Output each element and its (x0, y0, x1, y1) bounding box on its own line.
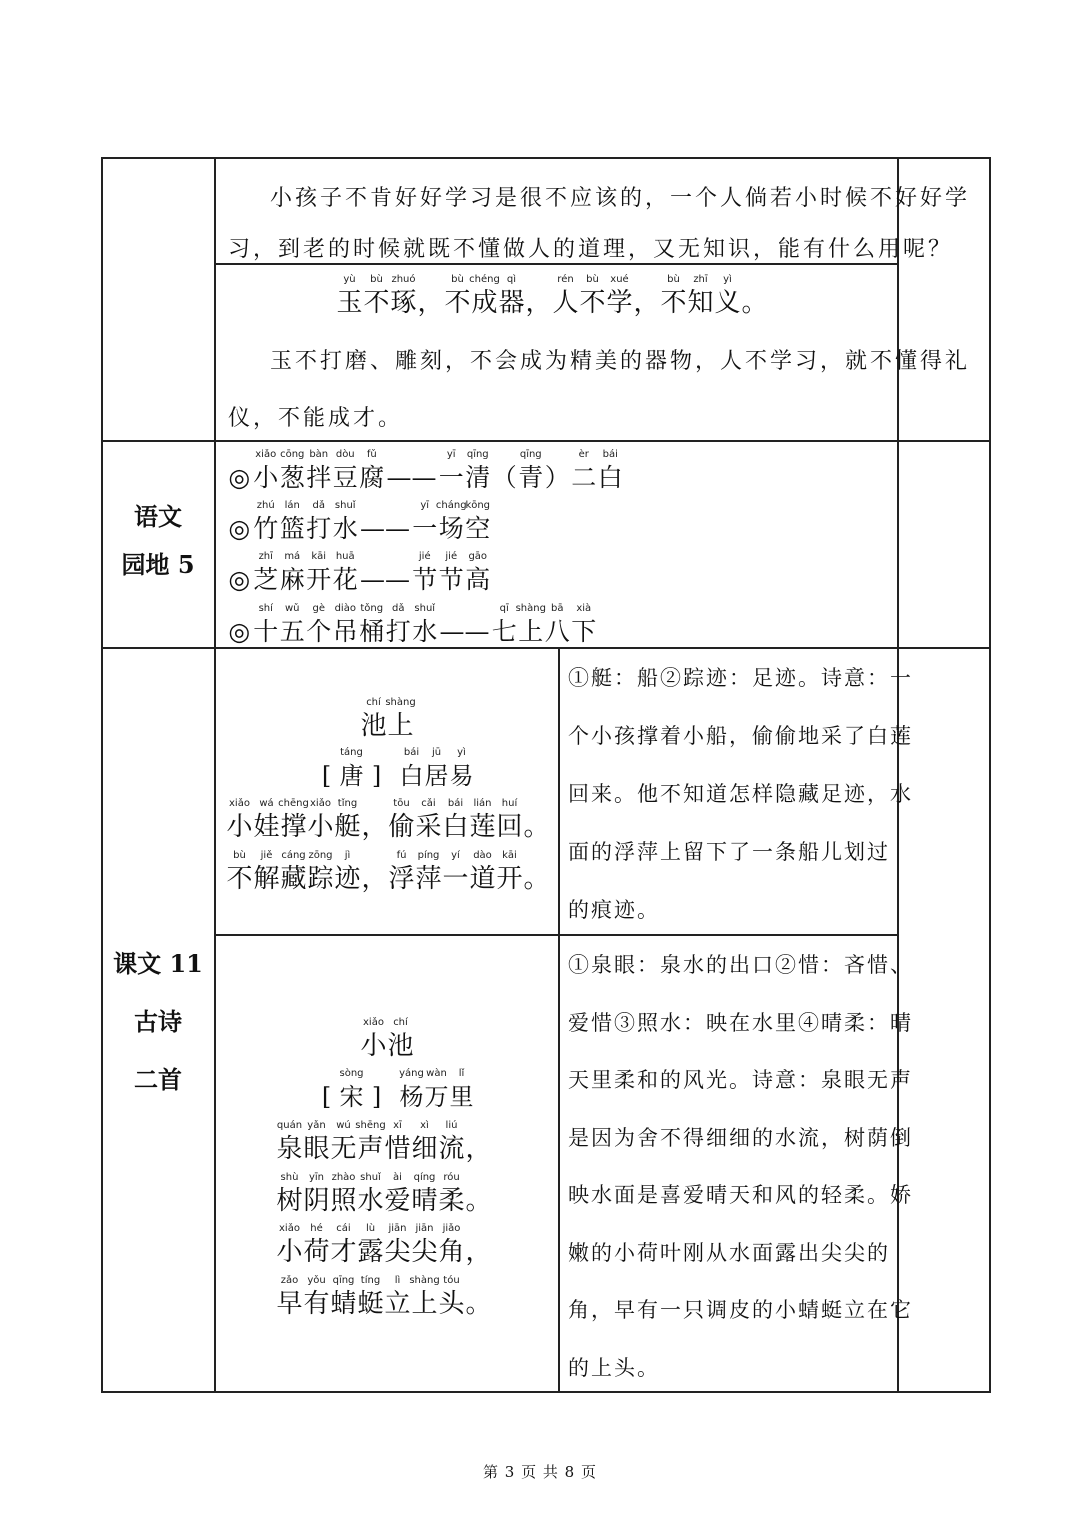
section-label-yuwen-yuandi (102, 503, 214, 579)
hanzi-char: 。 (741, 288, 768, 318)
hanzi-char: 豆 (332, 463, 358, 492)
pinyin-label: tōu (393, 798, 410, 809)
pinyin-label: cái (336, 1223, 351, 1234)
pinyin-label: shuǐ (334, 500, 356, 511)
hanzi-char: 个 (306, 617, 332, 646)
pinyin-label: gāo (468, 551, 488, 562)
pinyin-label: hé (310, 1223, 323, 1234)
pinyin-label: huí (501, 798, 518, 809)
hanzi-char: 高 (465, 565, 491, 594)
pinyin-label: shàng (385, 697, 416, 708)
hanzi-char: 葱 (279, 463, 305, 492)
hanzi-char: 。 (465, 1289, 492, 1319)
hanzi-char: 下 (571, 617, 597, 646)
hanzi-char: 一 (412, 514, 438, 543)
pinyin-label: diào (334, 603, 356, 614)
hanzi-char: 细 (411, 1134, 438, 1164)
pinyin-label: dòu (335, 449, 355, 460)
hanzi-char: 里 (449, 1083, 474, 1111)
hanzi-char: 麻 (279, 565, 305, 594)
column-divider-1 (214, 157, 216, 1393)
pinyin-label: má (284, 551, 301, 562)
hanzi-char: 露 (357, 1237, 384, 1267)
hanzi-char: 藏 (280, 864, 307, 894)
hanzi-char: 八 (544, 617, 570, 646)
pinyin-label: shēng (355, 1120, 386, 1131)
pinyin-label: shuǐ (414, 603, 436, 614)
table-border-top (101, 157, 991, 159)
section-label-line-2: 古诗 (134, 1007, 182, 1036)
hanzi-char: ◎ (228, 514, 251, 543)
hanzi-char: 萍 (415, 864, 442, 894)
pinyin-label: bù (451, 274, 464, 285)
pinyin-label: zhú (256, 500, 275, 511)
hanzi-char: 打 (306, 514, 332, 543)
hanzi-char: 腐 (359, 463, 385, 492)
hanzi-char: 不 (363, 288, 390, 318)
pinyin-label: zǎo (280, 1275, 299, 1286)
pinyin-label: jiě (260, 850, 273, 861)
section-label-line-1: 语文 (134, 502, 182, 531)
pinyin-label: chí (366, 697, 381, 708)
pinyin-label: chí (393, 1017, 408, 1028)
pinyin-label: èr (578, 449, 589, 460)
hanzi-char: ， (361, 864, 388, 894)
section-label-line-1: 课文 11 (113, 949, 203, 978)
pinyin-label: sòng (339, 1068, 364, 1079)
hanzi-char: 惜 (384, 1134, 411, 1164)
table-border-right (989, 157, 991, 1393)
poem1-notes (568, 664, 913, 954)
pinyin-label: tóu (443, 1275, 460, 1286)
pinyin-label: dào (473, 850, 492, 861)
pinyin-label: bù (586, 274, 599, 285)
hanzi-char: 小 (307, 812, 334, 842)
row-divider-3 (101, 647, 991, 649)
pinyin-label: shuǐ (360, 1172, 381, 1183)
hanzi-char: 小 (276, 1237, 303, 1267)
hanzi-char: 小 (253, 463, 279, 492)
hanzi-char: ， (465, 1237, 492, 1267)
pinyin-label: bàn (309, 449, 329, 460)
pinyin-label: kāi (311, 551, 327, 562)
hanzi-char: 艇 (334, 812, 361, 842)
hanzi-char: 玉 (336, 288, 363, 318)
hanzi-char: 青 (518, 463, 544, 492)
pinyin-label: kōng (465, 500, 491, 511)
note-line: 的上头。 (568, 1355, 660, 1380)
hanzi-char: 荷 (303, 1237, 330, 1267)
hanzi-char: 不 (579, 288, 606, 318)
pinyin-label: bù (233, 850, 246, 861)
pinyin-label: róu (443, 1172, 460, 1183)
note-line: 个小孩撑着小船，偷偷地采了白莲 (568, 724, 913, 748)
pinyin-label: wàn (426, 1068, 447, 1079)
pinyin-label: zōng (308, 850, 333, 861)
hanzi-char: 竹 (253, 514, 279, 543)
hanzi-char: 水 (412, 617, 438, 646)
hanzi-char: 花 (332, 565, 358, 594)
pinyin-label: chēng (278, 798, 309, 809)
pinyin-label: xiǎo (229, 798, 250, 809)
pinyin-label: qì (506, 274, 517, 285)
pinyin-label: bā (551, 603, 564, 614)
note-line: ①泉眼：泉水的出口②惜：吝惜、 (568, 953, 913, 977)
hanzi-char: ◎ (228, 617, 251, 646)
row1-paragraph-line-1: 小孩子不肯好好学习是很不应该的，一个人倘若小时候不好好学 (270, 186, 971, 211)
hanzi-char: 道 (469, 864, 496, 894)
note-line: 角，早有一只调皮的小蜻蜓立在它 (568, 1298, 913, 1322)
pinyin-label: xiǎo (363, 1017, 384, 1028)
hanzi-char: ] (371, 762, 382, 790)
row1-paragraph-line-2: 习，到老的时候就既不懂做人的道理，又无知识，能有什么用呢？ (228, 237, 954, 262)
pinyin-label: yǎn (307, 1120, 326, 1131)
section-label-line-3: 二首 (134, 1065, 182, 1094)
hanzi-char: 万 (424, 1083, 449, 1111)
pinyin-label: qī (499, 603, 509, 614)
hanzi-char: 娃 (253, 812, 280, 842)
hanzi-char: 不 (226, 864, 253, 894)
pinyin-label: tíng (360, 1275, 381, 1286)
hanzi-char: 水 (332, 514, 358, 543)
hanzi-char: 立 (384, 1289, 411, 1319)
hanzi-char: 不 (660, 288, 687, 318)
note-line: 的痕迹。 (568, 898, 660, 922)
hanzi-char: 芝 (253, 565, 279, 594)
pinyin-label: qīng (519, 449, 542, 460)
pinyin-label: jiǎo (442, 1223, 461, 1234)
hanzi-char: 解 (253, 864, 280, 894)
pinyin-label: cháng (435, 500, 467, 511)
hanzi-char: 五 (279, 617, 305, 646)
pinyin-label: qíng (413, 1172, 436, 1183)
hanzi-char: 才 (330, 1237, 357, 1267)
hanzi-char: 。 (523, 864, 550, 894)
pinyin-label: xiǎo (279, 1223, 300, 1234)
pinyin-label: dǎ (312, 500, 325, 511)
hanzi-char: —— (360, 565, 410, 594)
hanzi-char: 吊 (332, 617, 358, 646)
hanzi-char: 角 (438, 1237, 465, 1267)
pinyin-label: lián (473, 798, 492, 809)
note-line: 面的浮萍上留下了一条船儿划过 (568, 840, 890, 864)
pinyin-label: táng (340, 747, 363, 758)
table-border-left (101, 157, 103, 1393)
hanzi-char: 白 (597, 463, 623, 492)
hanzi-char: 小 (226, 812, 253, 842)
hanzi-char: 晴 (411, 1186, 438, 1216)
pinyin-label: xī (393, 1120, 402, 1131)
hanzi-char: 知 (687, 288, 714, 318)
hanzi-char: 场 (438, 514, 464, 543)
hanzi-char: 声 (357, 1134, 384, 1164)
pinyin-label: shàng (515, 603, 546, 614)
hanzi-char: 。 (465, 1186, 492, 1216)
hanzi-char: —— (360, 514, 410, 543)
hanzi-char: 小 (360, 1031, 387, 1061)
hanzi-char: [ (321, 762, 332, 790)
hanzi-char: 拌 (306, 463, 332, 492)
column-divider-2 (558, 647, 560, 1393)
section-label-kewen-11 (102, 950, 214, 1094)
section-label-line-2: 园地 5 (121, 550, 195, 579)
pinyin-label: jiān (415, 1223, 434, 1234)
pinyin-label: xià (576, 603, 592, 614)
hanzi-char: 十 (253, 617, 279, 646)
pinyin-label: kāi (502, 850, 517, 861)
pinyin-label: rén (557, 274, 574, 285)
pinyin-label: yī (420, 500, 430, 511)
hanzi-char: 撑 (280, 812, 307, 842)
pinyin-label: liú (445, 1120, 458, 1131)
pinyin-label: jié (418, 551, 431, 562)
hanzi-char: 莲 (469, 812, 496, 842)
hanzi-char: 篮 (279, 514, 305, 543)
hanzi-char: 采 (415, 812, 442, 842)
hanzi-char: 易 (449, 762, 474, 790)
pinyin-label: gè (312, 603, 325, 614)
hanzi-char: 柔 (438, 1186, 465, 1216)
hanzi-char: 眼 (303, 1134, 330, 1164)
hanzi-char: 成 (471, 288, 498, 318)
hanzi-char: ] (371, 1083, 382, 1111)
hanzi-char: 照 (330, 1186, 357, 1216)
pinyin-label: wǔ (284, 603, 300, 614)
pinyin-label: yī (446, 449, 456, 460)
pinyin-label: bù (370, 274, 383, 285)
hanzi-char: 池 (360, 711, 387, 741)
pinyin-label: huā (335, 551, 355, 562)
pinyin-label: shù (280, 1172, 299, 1183)
hanzi-char: 。 (523, 812, 550, 842)
hanzi-char: 上 (411, 1289, 438, 1319)
pinyin-label: shàng (409, 1275, 440, 1286)
pinyin-label: bái (602, 449, 618, 460)
note-line: 天里柔和的风光。诗意：泉眼无声 (568, 1068, 913, 1092)
pinyin-label: shí (258, 603, 273, 614)
hanzi-char: 不 (444, 288, 471, 318)
note-line: 回来。他不知道怎样隐藏足迹，水 (568, 782, 913, 806)
pinyin-label: ài (393, 1172, 402, 1183)
hanzi-char: 白 (442, 812, 469, 842)
pinyin-label: cōng (280, 449, 305, 460)
hanzi-char: 二 (571, 463, 597, 492)
hanzi-char: 蜻 (330, 1289, 357, 1319)
pinyin-label: lì (394, 1275, 401, 1286)
pinyin-label: wú (336, 1120, 351, 1131)
pinyin-label: jié (445, 551, 458, 562)
pinyin-label: quán (276, 1120, 303, 1131)
hanzi-char: 有 (303, 1289, 330, 1319)
row2-paragraph-line-1: 玉不打磨、雕刻，不会成为精美的器物，人不学习，就不懂得礼 (270, 349, 971, 374)
pinyin-label: chéng (469, 274, 500, 285)
pinyin-label: fú (396, 850, 407, 861)
hanzi-char: ◎ (228, 463, 251, 492)
note-line: 嫩的小荷叶刚从水面露出尖尖的 (568, 1240, 890, 1265)
pinyin-label: zhào (331, 1172, 356, 1183)
pinyin-label: qīng (332, 1275, 355, 1286)
hanzi-char: （ (491, 463, 517, 492)
hanzi-char: 阴 (303, 1186, 330, 1216)
hanzi-char: 浮 (388, 864, 415, 894)
hanzi-char: 白 (399, 762, 424, 790)
hanzi-char: —— (439, 617, 490, 646)
row-divider-2 (101, 440, 991, 442)
pinyin-label: cáng (281, 850, 306, 861)
pinyin-label: bái (403, 747, 420, 758)
note-line: 爱惜③照水：映在水里④晴柔：晴 (568, 1010, 913, 1035)
hanzi-char: 水 (357, 1186, 384, 1216)
pinyin-label: xì (420, 1120, 429, 1131)
pinyin-label: jì (344, 850, 351, 861)
hanzi-char: 踪 (307, 864, 334, 894)
pinyin-label: xiǎo (310, 798, 331, 809)
hanzi-char: 树 (276, 1186, 303, 1216)
poem2-notes (568, 951, 913, 1411)
pinyin-label: tǒng (360, 603, 384, 614)
hanzi-char: 人 (552, 288, 579, 318)
hanzi-char: 开 (496, 864, 523, 894)
hanzi-char: 打 (385, 617, 411, 646)
pinyin-label: yù (343, 274, 356, 285)
pinyin-label: jū (431, 747, 442, 758)
pinyin-label: xué (610, 274, 629, 285)
pinyin-label: wá (259, 798, 274, 809)
note-line: 映水面是喜爱晴天和风的轻柔。娇 (568, 1183, 913, 1207)
hanzi-char: ， (465, 1134, 492, 1164)
hanzi-char: ） (544, 463, 570, 492)
pinyin-label: dǎ (392, 603, 405, 614)
hanzi-char: 七 (491, 617, 517, 646)
pinyin-label: bù (667, 274, 680, 285)
hanzi-char: 早 (276, 1289, 303, 1319)
pinyin-label: zhī (258, 551, 273, 562)
pinyin-label: bái (447, 798, 464, 809)
hanzi-char: [ (321, 1083, 332, 1111)
hanzi-char: 器 (498, 288, 525, 318)
hanzi-char: 尖 (411, 1237, 438, 1267)
hanzi-char: 泉 (276, 1134, 303, 1164)
hanzi-char: 居 (424, 762, 449, 790)
hanzi-char: ， (361, 812, 388, 842)
hanzi-char: ， (525, 288, 552, 318)
pinyin-label: xiǎo (255, 449, 277, 460)
hanzi-char: 上 (518, 617, 544, 646)
hanzi-char: 义 (714, 288, 741, 318)
pinyin-label: yí (451, 850, 460, 861)
pinyin-label: cǎi (421, 798, 436, 809)
hanzi-char: 唐 (339, 762, 364, 790)
page-footer: 第 3 页 共 8 页 (483, 1463, 597, 1481)
pinyin-label: yáng (399, 1068, 424, 1079)
pinyin-label: píng (417, 850, 440, 861)
hanzi-char: 开 (306, 565, 332, 594)
pinyin-label: tǐng (337, 798, 358, 809)
pinyin-label: zhī (693, 274, 708, 285)
hanzi-char: 上 (387, 711, 414, 741)
pinyin-label: fǔ (366, 449, 377, 460)
hanzi-char: 琢 (390, 288, 417, 318)
pinyin-label: lán (284, 500, 300, 511)
row-divider-1 (214, 263, 899, 265)
hanzi-char: 一 (438, 463, 464, 492)
pinyin-label: yǒu (307, 1275, 326, 1286)
hanzi-char: 节 (412, 565, 438, 594)
note-line: ①艇：船②踪迹：足迹。诗意：一 (568, 666, 913, 690)
hanzi-char: 桶 (359, 617, 385, 646)
hanzi-char: ， (417, 288, 444, 318)
hanzi-char: 学 (606, 288, 633, 318)
row2-paragraph-line-2: 仪，不能成才。 (228, 406, 404, 431)
pinyin-label: lù (365, 1223, 376, 1234)
pinyin-label: lǐ (458, 1068, 465, 1079)
hanzi-char: ◎ (228, 565, 251, 594)
hanzi-char: 杨 (399, 1083, 424, 1111)
hanzi-char: 池 (387, 1031, 414, 1061)
hanzi-char: 流 (438, 1134, 465, 1164)
hanzi-char: 头 (438, 1289, 465, 1319)
hanzi-char: 尖 (384, 1237, 411, 1267)
hanzi-char: 一 (442, 864, 469, 894)
pinyin-label: qīng (466, 449, 489, 460)
hanzi-char: 清 (465, 463, 491, 492)
hanzi-char: 迹 (334, 864, 361, 894)
note-line: 是因为舍不得细细的水流，树荫倒 (568, 1125, 913, 1150)
pinyin-label: jiān (388, 1223, 407, 1234)
hanzi-char: 偷 (388, 812, 415, 842)
hanzi-char: 宋 (339, 1083, 364, 1111)
hanzi-char: —— (386, 463, 437, 492)
hanzi-char: 蜓 (357, 1289, 384, 1319)
hanzi-char: ， (633, 288, 660, 318)
hanzi-char: 空 (465, 514, 491, 543)
hanzi-char: 无 (330, 1134, 357, 1164)
pinyin-label: yì (723, 274, 732, 285)
hanzi-char: 回 (496, 812, 523, 842)
hanzi-char: 爱 (384, 1186, 411, 1216)
pinyin-label: yì (457, 747, 466, 758)
pinyin-label: yīn (308, 1172, 325, 1183)
pinyin-label: zhuó (391, 274, 416, 285)
hanzi-char: 节 (438, 565, 464, 594)
